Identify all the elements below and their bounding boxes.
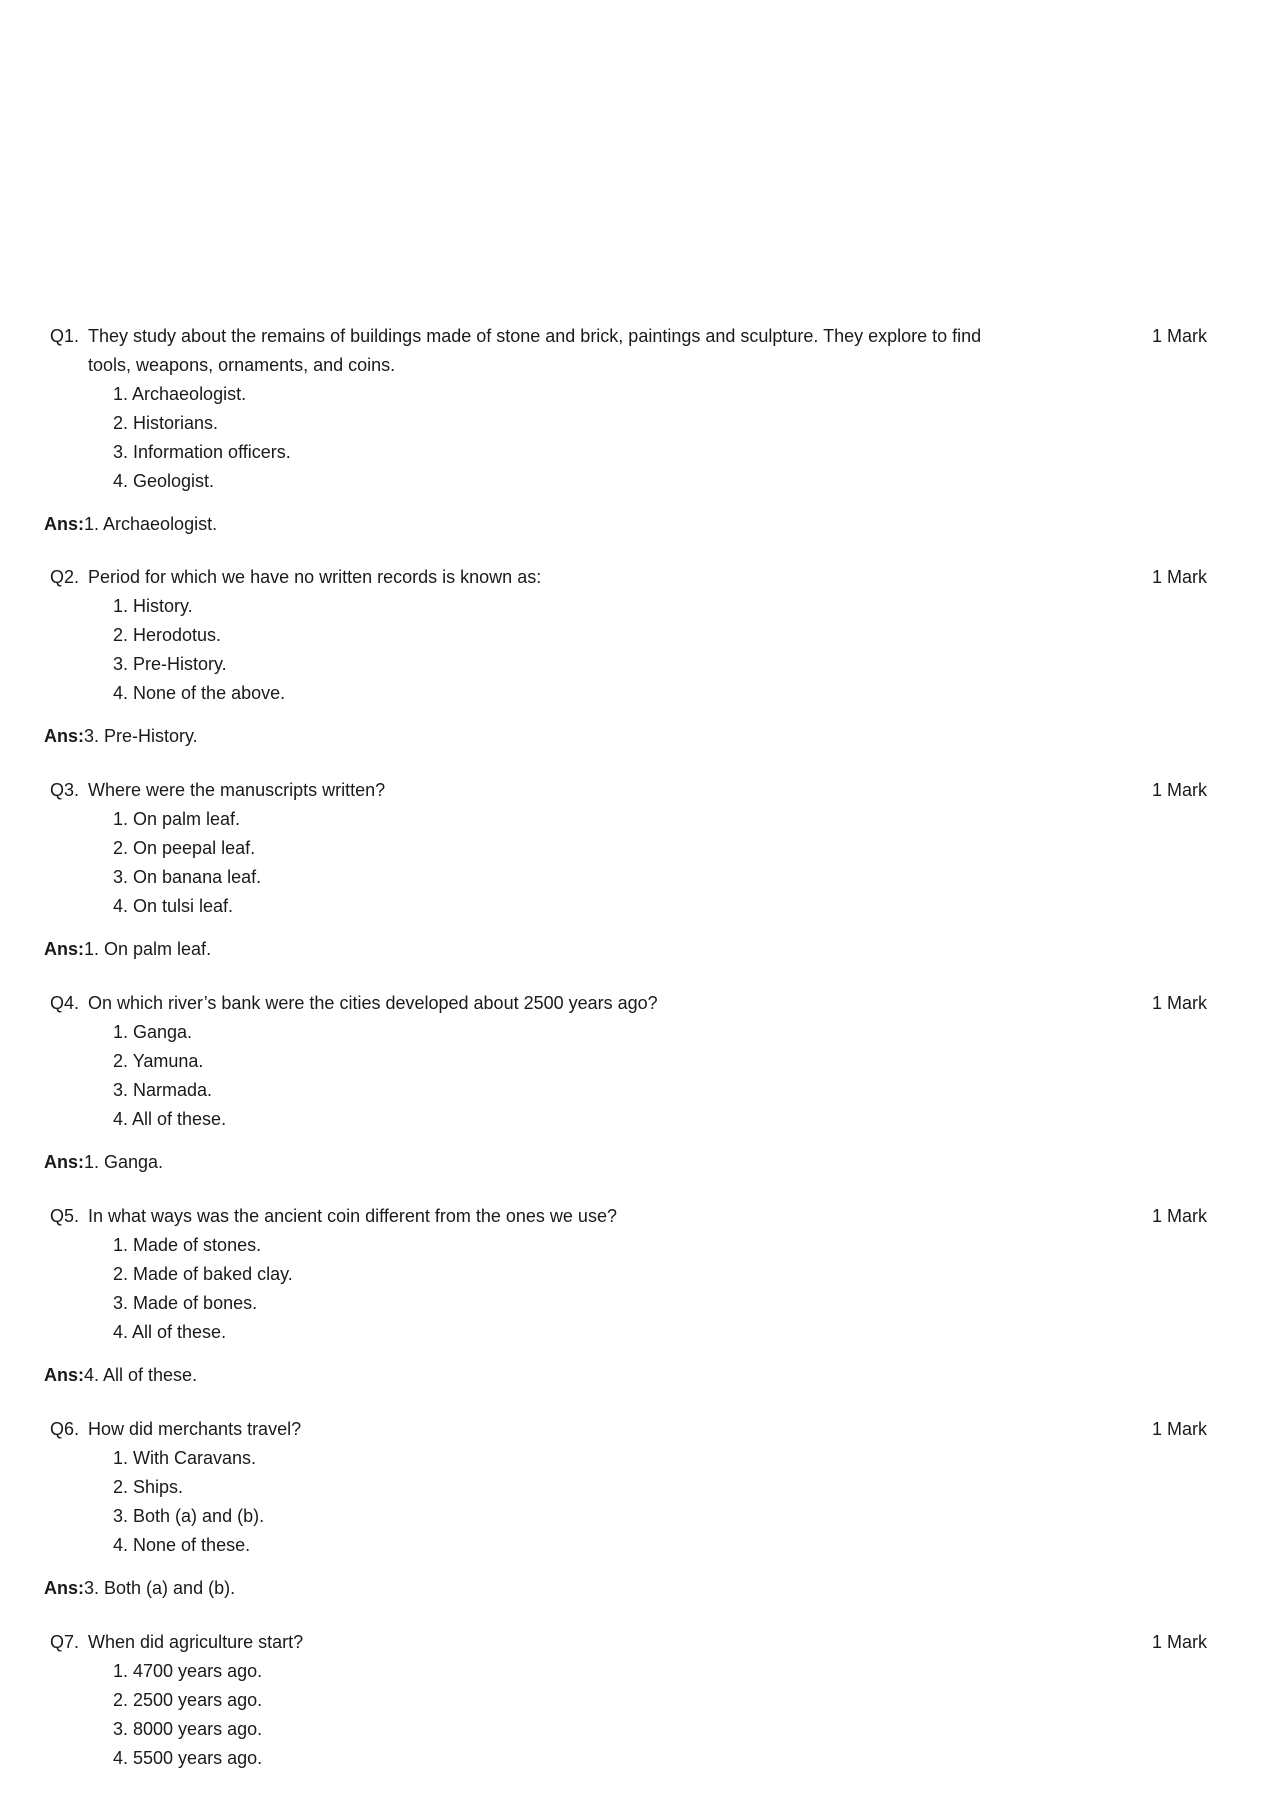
option-item bbox=[0, 1260, 1280, 1289]
option-text: 1. On palm leaf. bbox=[113, 809, 241, 829]
option-text: 2. Yamuna. bbox=[113, 1051, 204, 1071]
option-text: 4. All of these. bbox=[113, 1109, 227, 1129]
option-item bbox=[0, 467, 1280, 496]
option-text: 3. 8000 years ago. bbox=[113, 1719, 263, 1739]
mark-label: 1 Mark bbox=[1152, 1632, 1208, 1652]
option-item bbox=[0, 380, 1280, 409]
question-row bbox=[0, 563, 1280, 592]
option-item bbox=[0, 1047, 1280, 1076]
question-number: Q3. bbox=[50, 780, 80, 800]
answer-row bbox=[0, 1361, 1280, 1390]
question-row-continued bbox=[0, 351, 1280, 380]
option-item bbox=[0, 1318, 1280, 1347]
question-block-1 bbox=[0, 322, 1280, 539]
answer-text: 4. All of these. bbox=[84, 1365, 198, 1385]
question-number: Q2. bbox=[50, 567, 80, 587]
mark-label: 1 Mark bbox=[1152, 780, 1208, 800]
option-text: 2. Made of baked clay. bbox=[113, 1264, 293, 1284]
question-text: They study about the remains of buildings made of stone and brick, paintings and sculpture. They explore to find bbox=[88, 326, 982, 346]
option-text: 3. Pre-History. bbox=[113, 654, 227, 674]
question-text: How did merchants travel? bbox=[88, 1419, 302, 1439]
question-row bbox=[0, 1628, 1280, 1657]
option-text: 3. Made of bones. bbox=[113, 1293, 258, 1313]
question-number: Q1. bbox=[50, 326, 80, 346]
option-item bbox=[0, 650, 1280, 679]
question-text: Where were the manuscripts written? bbox=[88, 780, 386, 800]
question-text: When did agriculture start? bbox=[88, 1632, 304, 1652]
option-item bbox=[0, 1105, 1280, 1134]
option-text: 3. Both (a) and (b). bbox=[113, 1506, 265, 1526]
option-text: 4. All of these. bbox=[113, 1322, 227, 1342]
option-text: 1. With Caravans. bbox=[113, 1448, 257, 1468]
answer-text: 3. Pre-History. bbox=[84, 726, 198, 746]
option-item bbox=[0, 892, 1280, 921]
question-block-4 bbox=[0, 989, 1280, 1177]
option-item bbox=[0, 438, 1280, 467]
option-text: 3. On banana leaf. bbox=[113, 867, 262, 887]
question-number: Q7. bbox=[50, 1632, 80, 1652]
option-item bbox=[0, 1686, 1280, 1715]
question-row bbox=[0, 322, 1280, 351]
question-number: Q4. bbox=[50, 993, 80, 1013]
question-text: On which river’s bank were the cities developed about 2500 years ago? bbox=[88, 993, 658, 1013]
option-item bbox=[0, 1657, 1280, 1686]
answer-label: Ans: bbox=[44, 1365, 84, 1385]
question-row bbox=[0, 776, 1280, 805]
question-row bbox=[0, 1202, 1280, 1231]
mark-label: 1 Mark bbox=[1152, 1419, 1208, 1439]
option-item bbox=[0, 679, 1280, 708]
question-text-continued: tools, weapons, ornaments, and coins. bbox=[88, 355, 396, 375]
question-text: Period for which we have no written records is known as: bbox=[88, 567, 542, 587]
mark-label: 1 Mark bbox=[1152, 326, 1208, 346]
option-item bbox=[0, 1289, 1280, 1318]
option-text: 4. 5500 years ago. bbox=[113, 1748, 263, 1768]
option-text: 2. On peepal leaf. bbox=[113, 838, 256, 858]
answer-row bbox=[0, 722, 1280, 751]
option-text: 2. Ships. bbox=[113, 1477, 184, 1497]
option-text: 1. Made of stones. bbox=[113, 1235, 262, 1255]
option-text: 2. Historians. bbox=[113, 413, 219, 433]
mark-label: 1 Mark bbox=[1152, 1206, 1208, 1226]
answer-row bbox=[0, 1148, 1280, 1177]
option-text: 1. Archaeologist. bbox=[113, 384, 247, 404]
option-text: 1. 4700 years ago. bbox=[113, 1661, 263, 1681]
option-text: 4. None of these. bbox=[113, 1535, 251, 1555]
question-block-6 bbox=[0, 1415, 1280, 1603]
question-number: Q5. bbox=[50, 1206, 80, 1226]
option-item bbox=[0, 834, 1280, 863]
mark-label: 1 Mark bbox=[1152, 567, 1208, 587]
answer-row bbox=[0, 510, 1280, 539]
option-text: 3. Information officers. bbox=[113, 442, 291, 462]
option-text: 2. 2500 years ago. bbox=[113, 1690, 263, 1710]
option-text: 4. On tulsi leaf. bbox=[113, 896, 234, 916]
answer-text: 3. Both (a) and (b). bbox=[84, 1578, 236, 1598]
answer-text: 1. Archaeologist. bbox=[84, 514, 218, 534]
option-item bbox=[0, 1231, 1280, 1260]
option-item bbox=[0, 1018, 1280, 1047]
option-item bbox=[0, 805, 1280, 834]
answer-label: Ans: bbox=[44, 514, 84, 534]
answer-text: 1. On palm leaf. bbox=[84, 939, 212, 959]
answer-label: Ans: bbox=[44, 939, 84, 959]
option-item bbox=[0, 1444, 1280, 1473]
answer-row bbox=[0, 1574, 1280, 1603]
option-text: 1. Ganga. bbox=[113, 1022, 193, 1042]
question-text: In what ways was the ancient coin different from the ones we use? bbox=[88, 1206, 617, 1226]
option-text: 2. Herodotus. bbox=[113, 625, 222, 645]
option-item bbox=[0, 1531, 1280, 1560]
option-text: 4. None of the above. bbox=[113, 683, 286, 703]
question-row bbox=[0, 1415, 1280, 1444]
answer-label: Ans: bbox=[44, 1578, 84, 1598]
option-text: 4. Geologist. bbox=[113, 471, 215, 491]
question-block-7 bbox=[0, 1628, 1280, 1773]
option-item bbox=[0, 409, 1280, 438]
question-number: Q6. bbox=[50, 1419, 80, 1439]
answer-label: Ans: bbox=[44, 726, 84, 746]
option-item bbox=[0, 1076, 1280, 1105]
option-item bbox=[0, 1473, 1280, 1502]
option-text: 3. Narmada. bbox=[113, 1080, 213, 1100]
answer-row bbox=[0, 935, 1280, 964]
answer-text: 1. Ganga. bbox=[84, 1152, 164, 1172]
answer-label: Ans: bbox=[44, 1152, 84, 1172]
option-item bbox=[0, 592, 1280, 621]
question-row bbox=[0, 989, 1280, 1018]
option-item bbox=[0, 1744, 1280, 1773]
mark-label: 1 Mark bbox=[1152, 993, 1208, 1013]
question-block-5 bbox=[0, 1202, 1280, 1390]
option-item bbox=[0, 1502, 1280, 1531]
question-block-3 bbox=[0, 776, 1280, 964]
option-text: 1. History. bbox=[113, 596, 193, 616]
option-item bbox=[0, 863, 1280, 892]
option-item bbox=[0, 1715, 1280, 1744]
option-item bbox=[0, 621, 1280, 650]
question-block-2 bbox=[0, 563, 1280, 751]
